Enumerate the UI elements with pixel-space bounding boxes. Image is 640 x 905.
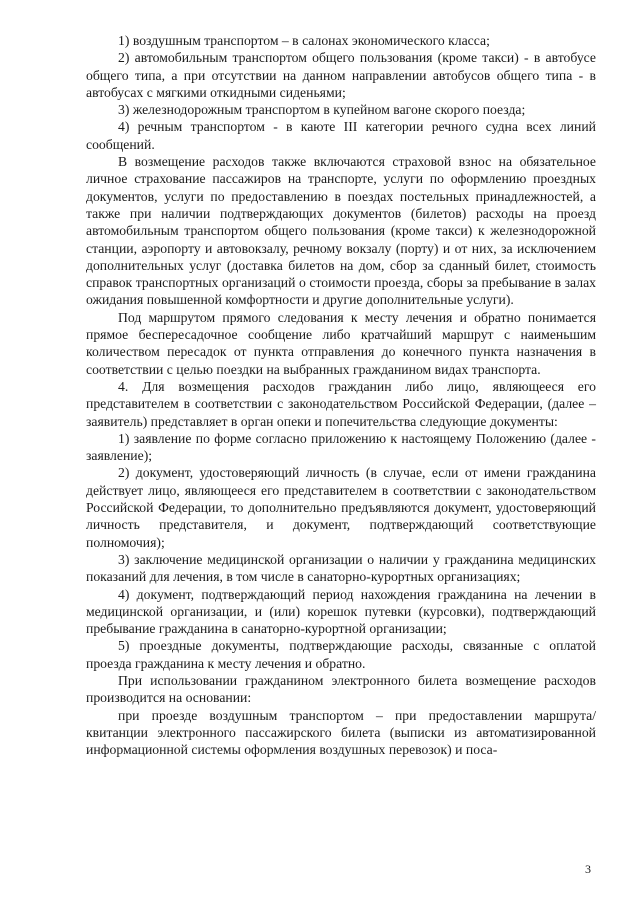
- paragraph-air-electronic-ticket: при проезде воздушным транспортом – при предоставлении маршрута/квитанции электронного пассажирского билета (выписки из автоматизированной информационной системы оформления воздушных перевозок) и поса-: [86, 707, 596, 758]
- paragraph-electronic-ticket: При использовании гражданином электронного билета возмещение расходов производится на основании:: [86, 672, 596, 706]
- paragraph-section-4: 4. Для возмещения расходов гражданин либо лицо, являющееся его представителем в соответствии с законодательством Российской Федерации, (далее – заявитель) представляет в орган опеки и попечительства следующие документы:: [86, 378, 596, 429]
- paragraph-road-transport: 2) автомобильным транспортом общего пользования (кроме такси) - в автобусе общего типа, а при отсутствии на данном направлении автобусов общего типа - в автобусах с мягкими откидными сиденьями;: [86, 50, 596, 100]
- paragraph-included-expenses: В возмещение расходов также включаются страховой взнос на обязательное личное страхование пассажиров на транспорте, услуги по оформлению проездных документов, услуги по предоставлению в поездах постельных принадлежностей, а также при наличии подтверждающих документов (билетов) расходы на проезд автомобильным транспортом общего пользования (кроме такси) к железнодорожной станции, аэропорту и автовокзалу, речному вокзалу (порту) и от них, за исключением дополнительных услуг (доставка билетов на дом, сбор за сданный билет, стоимость справок транспортных организаций о стоимости проезда, сборы за пребывание в залах ожидания повышенной комфортности и другие дополнительные услуги).: [86, 154, 596, 308]
- paragraph-travel-documents: 5) проездные документы, подтверждающие расходы, связанные с оплатой проезда гражданина к месту лечения и обратно.: [86, 638, 596, 671]
- document-body: [86, 32, 596, 758]
- paragraph-rail-transport: 3) железнодорожным транспортом в купейном вагоне скорого поезда;: [118, 102, 526, 118]
- page-number: 3: [585, 862, 591, 876]
- paragraph-medical-conclusion: 3) заключение медицинской организации о наличии у гражданина медицинских показаний для лечения, в том числе в санаторно-курортных организациях;: [86, 551, 596, 585]
- paragraph-application: 1) заявление по форме согласно приложению к настоящему Положению (далее - заявление);: [86, 430, 596, 464]
- paragraph-river-transport: 4) речным транспортом - в каюте III категории речного судна всех линий сообщений.: [86, 119, 596, 152]
- paragraph-identity-document: 2) документ, удостоверяющий личность (в случае, если от имени гражданина действует лицо, являющееся его представителем в соответствии с законодательством Российской Федерации, то дополнительно предъявляются документ, удостоверяющий личность представителя, и документ, подтверждающий соответствующие полномочия);: [86, 465, 596, 550]
- paragraph-air-transport: 1) воздушным транспортом – в салонах экономического класса;: [118, 33, 490, 48]
- paragraph-treatment-period: 4) документ, подтверждающий период нахождения гражданина на лечении в медицинской организации, и (или) корешок путевки (курсовки), подтверждающий пребывание гражданина в санаторно-курортной организации;: [86, 586, 596, 637]
- paragraph-direct-route: Под маршрутом прямого следования к месту лечения и обратно понимается прямое беспересадочное сообщение либо кратчайший маршрут с наименьшим количеством пересадок от пункта отправления до конечного пункта назначения в соответствии с целью поездки на выбранных гражданином видах транспорта.: [86, 309, 596, 377]
